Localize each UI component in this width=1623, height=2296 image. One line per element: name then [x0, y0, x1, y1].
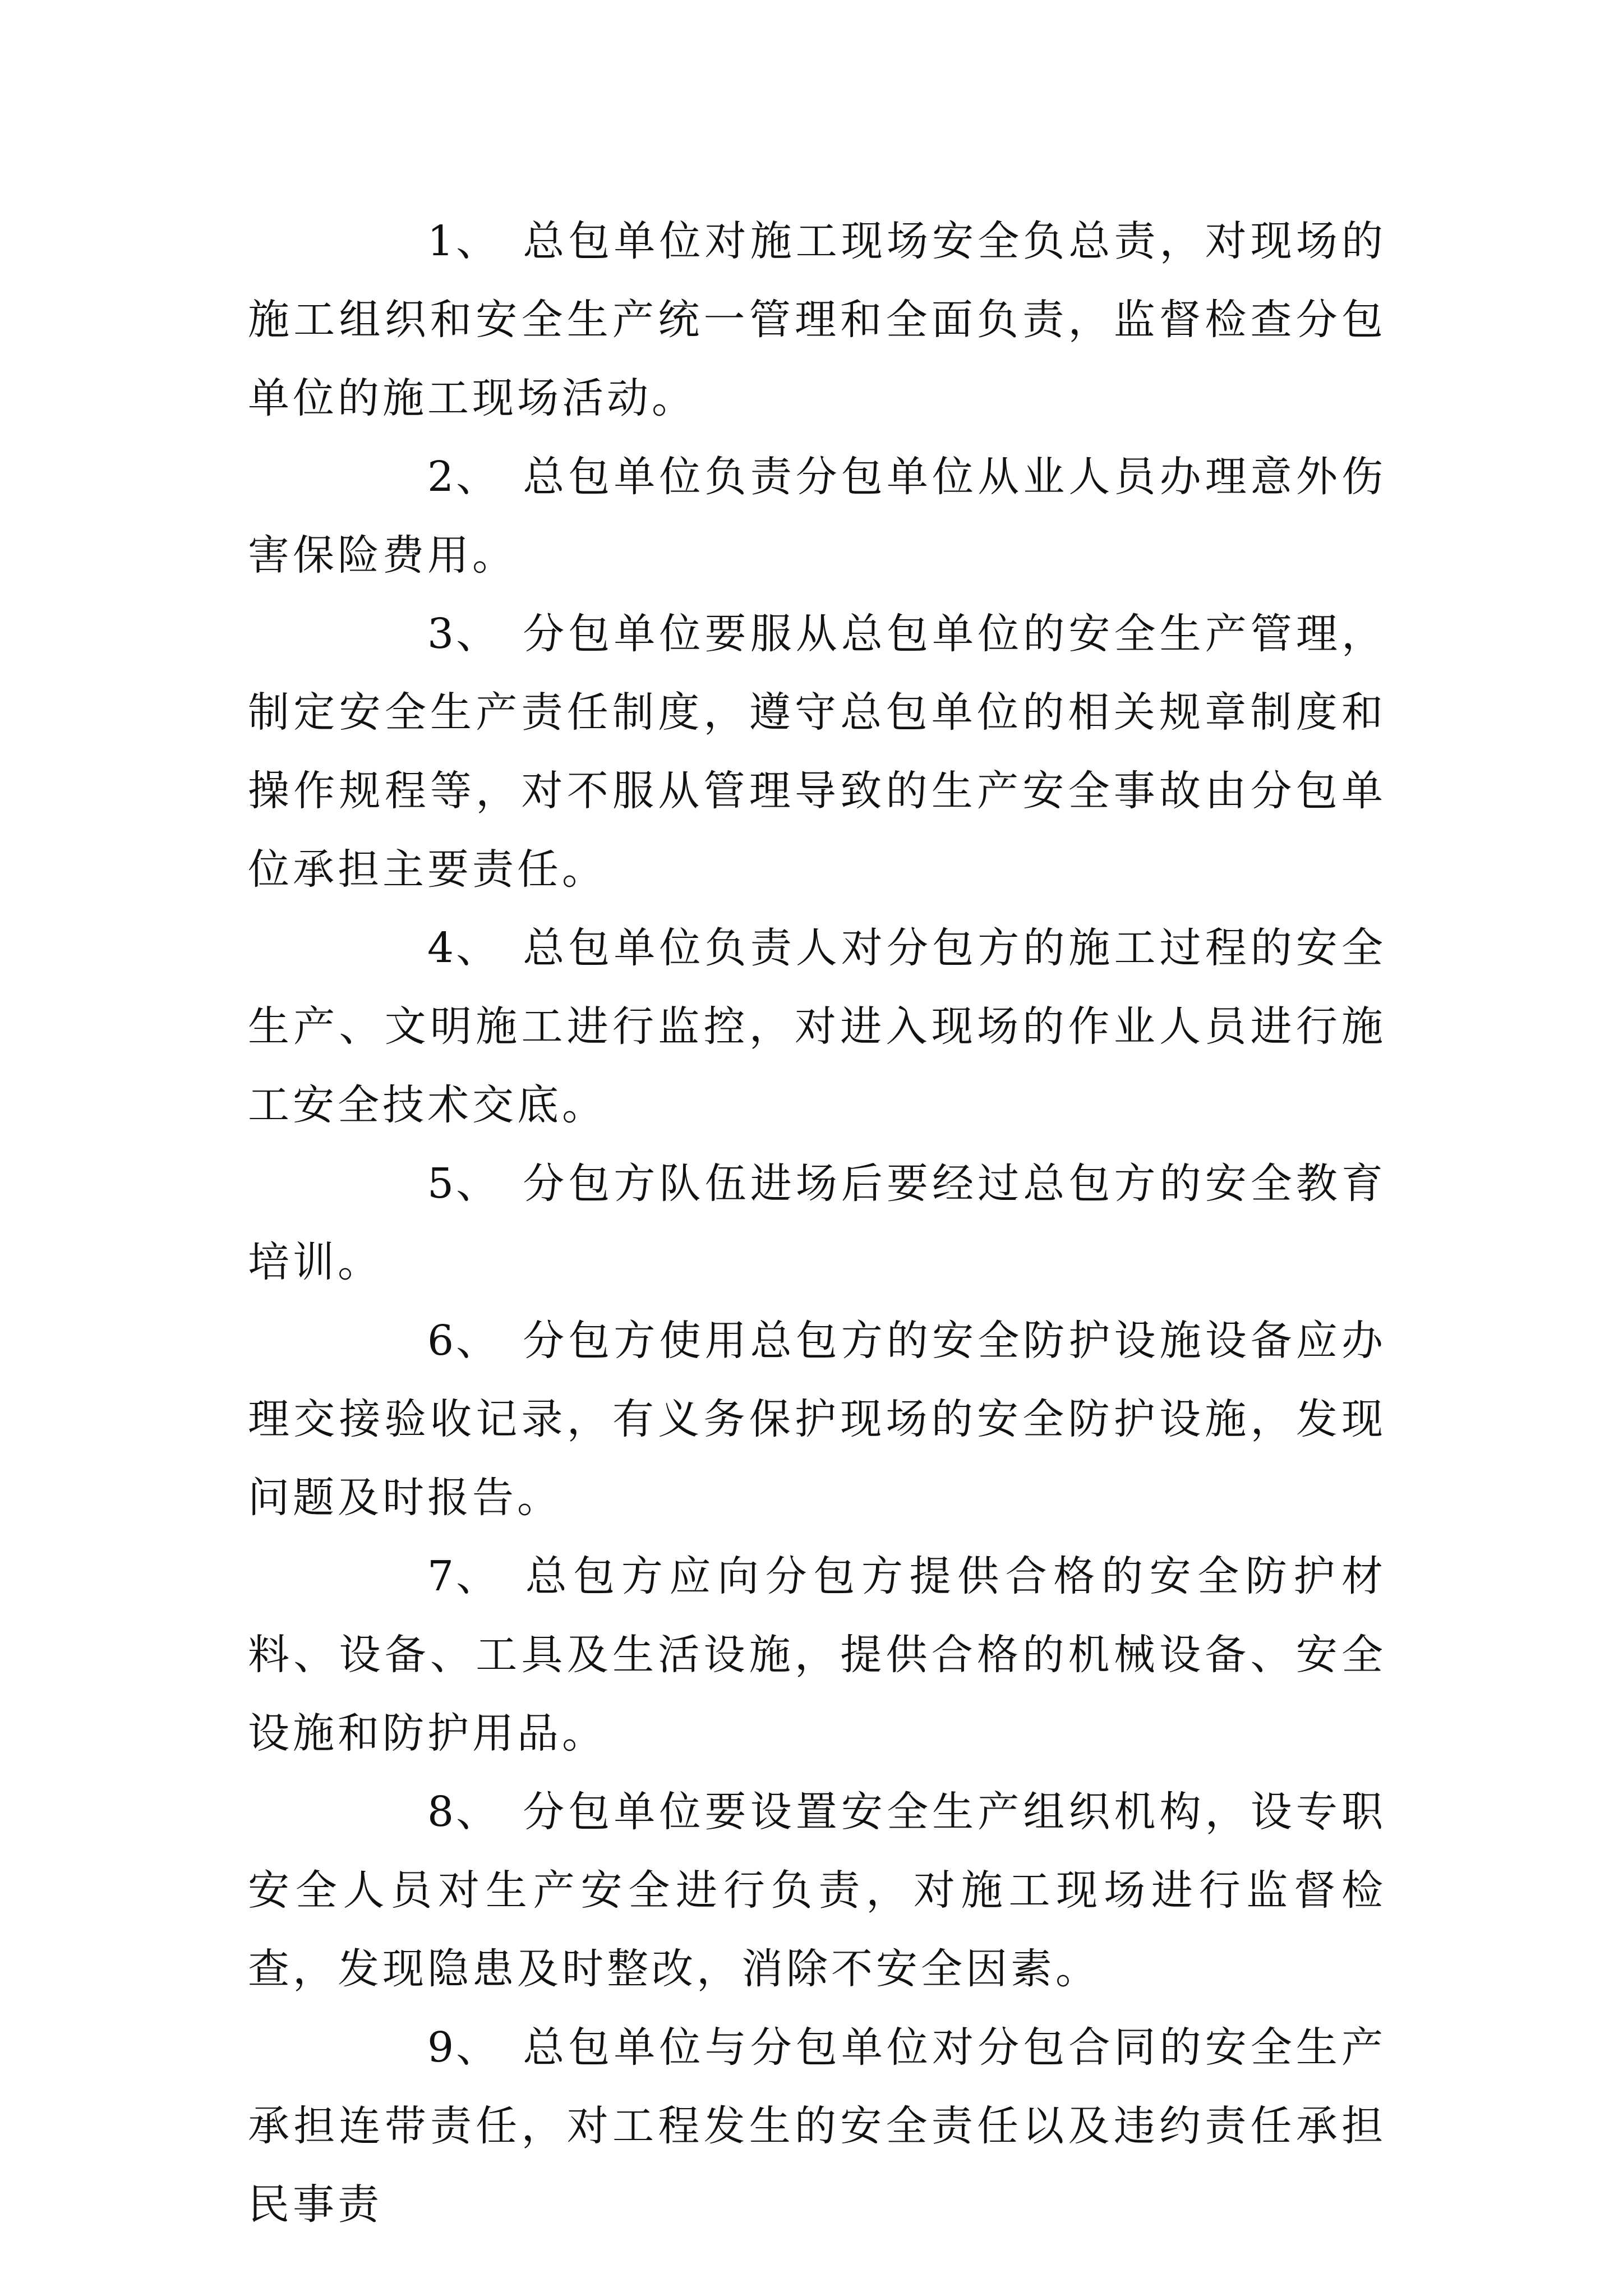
clause-text: 总包单位负责人对分包方的施工过程的安全生产、文明施工进行监控，对进入现场的作业人员进行施工安全技术交底。 — [248, 924, 1386, 1129]
clause-7 — [248, 1537, 1386, 1773]
clause-text: 分包方使用总包方的安全防护设施设备应办理交接验收记录，有义务保护现场的安全防护设施，发现问题及时报告。 — [248, 1317, 1386, 1522]
clause-text: 分包方队伍进场后要经过总包方的安全教育培训。 — [248, 1159, 1386, 1286]
clause-number: 2、 — [427, 453, 500, 501]
clause-text: 分包单位要服从总包单位的安全生产管理，制定安全生产责任制度，遵守总包单位的相关规章制度和操作规程等，对不服从管理导致的生产安全事故由分包单位承担主要责任。 — [248, 610, 1386, 894]
clause-9 — [248, 2008, 1386, 2244]
clause-number: 9、 — [427, 2023, 500, 2072]
clause-text: 总包方应向分包方提供合格的安全防护材料、设备、工具及生活设施，提供合格的机械设备、安全设施和防护用品。 — [248, 1552, 1386, 1757]
clause-number: 5、 — [427, 1159, 500, 1208]
document-body — [248, 202, 1386, 2244]
clause-3 — [248, 595, 1386, 909]
clause-text: 分包单位要设置安全生产组织机构，设专职安全人员对生产安全进行负责，对施工现场进行监督检查，发现隐患及时整改，消除不安全因素。 — [248, 1788, 1386, 1993]
clause-4 — [248, 909, 1386, 1144]
clause-text: 总包单位负责分包单位从业人员办理意外伤害保险费用。 — [248, 453, 1386, 579]
clause-6 — [248, 1301, 1386, 1537]
clause-text: 总包单位与分包单位对分包合同的安全生产承担连带责任，对工程发生的安全责任以及违约责任承担民事责 — [248, 2023, 1386, 2229]
clause-5 — [248, 1144, 1386, 1301]
clause-number: 6、 — [427, 1317, 500, 1365]
clause-number: 3、 — [427, 610, 500, 658]
clause-number: 7、 — [427, 1552, 500, 1600]
clause-number: 4、 — [427, 924, 500, 972]
clause-text: 总包单位对施工现场安全负总责，对现场的施工组织和安全生产统一管理和全面负责，监督检查分包单位的施工现场活动。 — [248, 217, 1386, 422]
clause-8 — [248, 1773, 1386, 2008]
clause-2 — [248, 438, 1386, 595]
clause-number: 8、 — [427, 1788, 500, 1836]
clause-1 — [248, 202, 1386, 438]
clause-number: 1、 — [427, 217, 500, 265]
